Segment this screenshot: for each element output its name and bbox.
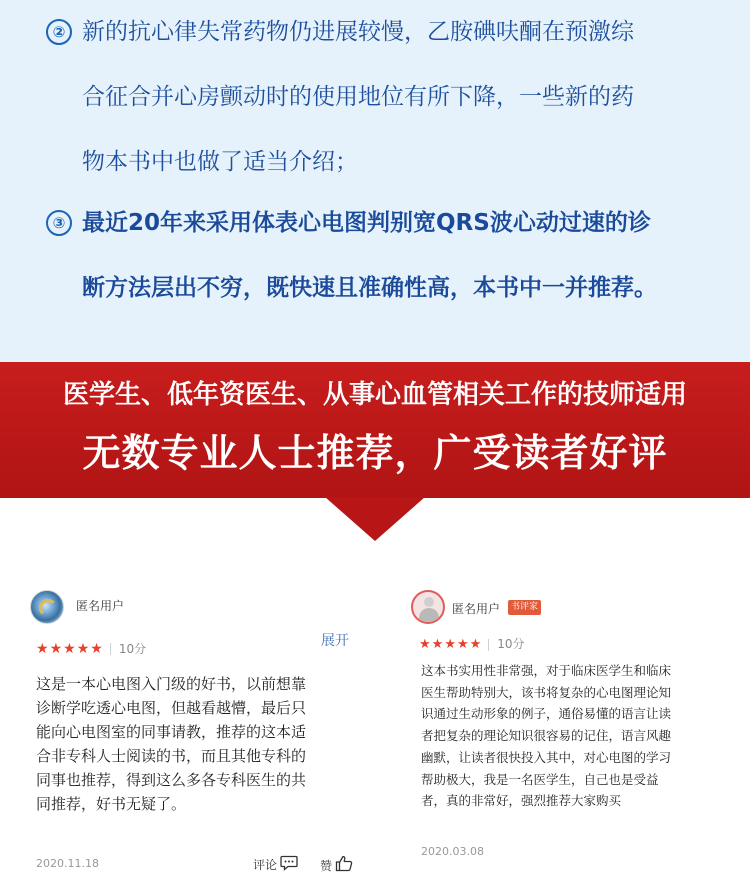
user-name[interactable]: 匿名用户 xyxy=(452,602,501,616)
number-badge-2: ② xyxy=(46,19,72,45)
info-panel xyxy=(0,0,750,362)
review-date: 2020.11.18 xyxy=(36,857,99,870)
review-text xyxy=(421,660,736,812)
banner-subtitle: 医学生、低年资医生、从事心血管相关工作的技师适用 xyxy=(62,380,687,410)
review-card xyxy=(20,580,380,880)
reviewer-tag-badge: 书评家 xyxy=(508,600,541,615)
review-line: 者把复杂的理论知识很容易的记住，语言风趣 xyxy=(421,728,672,744)
avatar[interactable] xyxy=(30,590,64,624)
star-icon: ★ xyxy=(36,641,50,657)
star-icon: ★ xyxy=(431,637,445,652)
star-rating xyxy=(36,640,146,657)
review-line: 幽默，让读者很快投入其中，对心电图的学习 xyxy=(421,749,672,765)
review-line: 能向心电图室的同事请教，推荐的这本适 xyxy=(36,723,307,741)
review-line: 识通过生动形象的例子，通俗易懂的语言让读 xyxy=(421,706,672,722)
info-text: 新的抗心律失常药物仍进展较慢，乙胺碘呋酮在预激综 xyxy=(82,19,634,45)
star-icon: ★ xyxy=(469,637,483,652)
comment-bubble-icon xyxy=(280,855,298,874)
info-text: 物本书中也做了适当介绍； xyxy=(82,149,358,175)
number-badge-3: ③ xyxy=(46,210,72,236)
review-line: 医生帮助特别大，该书将复杂的心电图理论知 xyxy=(421,684,672,700)
thumbs-up-icon xyxy=(335,855,353,875)
star-icon: ★ xyxy=(90,641,104,657)
review-line: 这是一本心电图入门级的好书，以前想靠 xyxy=(36,675,307,693)
divider xyxy=(488,639,489,651)
comment-button[interactable] xyxy=(253,855,298,874)
review-line: 同事也推荐，得到这么多各专科医生的共 xyxy=(36,771,307,789)
info-text: 最近20年来采用体表心电图判别宽QRS波心动过速的诊 xyxy=(82,210,651,236)
review-line: 合非专科人士阅读的书，而且其他专科的 xyxy=(36,747,307,765)
star-icon: ★ xyxy=(49,641,64,657)
comment-label: 评论 xyxy=(253,858,278,872)
star-icon: ★ xyxy=(76,641,91,657)
star-icon: ★ xyxy=(456,637,470,652)
down-arrow-icon xyxy=(325,497,425,541)
review-line: 者，真的非常好，强烈推荐大家购买 xyxy=(421,793,622,809)
rating-score: 10分 xyxy=(118,642,147,656)
star-rating xyxy=(419,635,525,652)
review-card xyxy=(405,585,740,865)
review-line: 帮助极大，我是一名医学生，自己也是受益 xyxy=(421,771,659,787)
review-date: 2020.03.08 xyxy=(421,845,484,858)
info-text: 合征合并心房颤动时的使用地位有所下降，一些新的药 xyxy=(82,84,634,110)
star-icon: ★ xyxy=(444,637,457,652)
user-name[interactable]: 匿名用户 xyxy=(76,599,125,613)
divider xyxy=(110,643,111,655)
info-text: 断方法层出不穷，既快速且准确性高，本书中一并推荐。 xyxy=(82,275,657,301)
avatar-head-icon xyxy=(424,597,434,607)
like-label: 赞 xyxy=(320,858,333,873)
avatar[interactable] xyxy=(411,590,445,624)
avatar-body-icon xyxy=(419,608,439,622)
review-text xyxy=(36,672,366,816)
avatar-emblem-icon xyxy=(39,599,57,617)
expand-button[interactable]: 展开 xyxy=(321,633,349,649)
banner-title: 无数专业人士推荐，广受读者好评 xyxy=(82,431,668,475)
like-button[interactable] xyxy=(320,855,353,875)
review-line: 这本书实用性非常强，对于临床医学生和临床 xyxy=(421,663,672,678)
star-icon: ★ xyxy=(63,641,77,657)
review-line: 诊断学吃透心电图，但越看越懵，最后只 xyxy=(36,699,307,717)
rating-score: 10分 xyxy=(497,637,525,651)
star-icon: ★ xyxy=(419,637,432,652)
review-line: 同推荐，好书无疑了。 xyxy=(36,795,187,813)
